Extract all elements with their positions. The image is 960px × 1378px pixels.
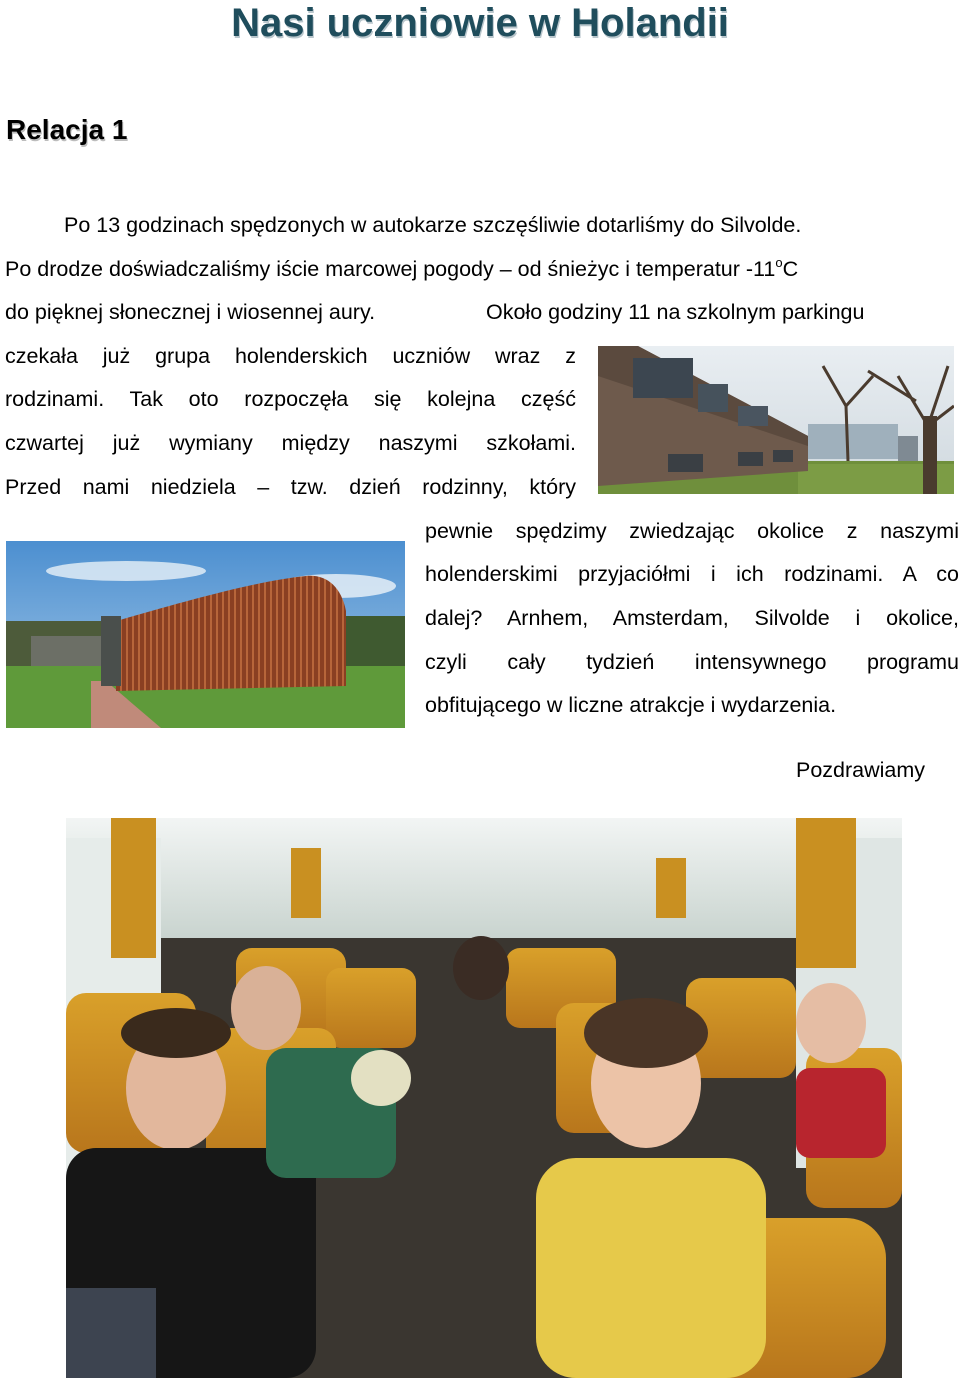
- degree-superscript: o: [775, 254, 783, 270]
- paragraph-line: czwartej już wymiany między naszymi szkołami.: [5, 431, 576, 455]
- page-title: Nasi uczniowie w Holandii: [231, 1, 729, 45]
- paragraph-line-text: Po drodze doświadczaliśmy iście marcowej pogody – od śnieżyc i temperatur -11: [5, 257, 776, 281]
- paragraph-line: dalej? Arnhem, Amsterdam, Silvolde i okolice,: [425, 606, 959, 630]
- modern-building-photo: [6, 541, 405, 728]
- paragraph-line: do pięknej słonecznej i wiosennej aury.: [5, 300, 376, 324]
- paragraph-line: czekała już grupa holenderskich uczniów wraz z: [5, 344, 576, 368]
- school-building-photo: [598, 346, 954, 494]
- paragraph-line: [5, 256, 798, 282]
- section-heading: Relacja 1: [6, 114, 128, 145]
- paragraph-line: rodzinami. Tak oto rozpoczęła się kolejna część: [5, 387, 576, 411]
- temperature-unit: C: [782, 257, 799, 281]
- paragraph-line: holenderskimi przyjaciółmi i ich rodzinami. A co: [425, 562, 959, 586]
- paragraph-line: Po 13 godzinach spędzonych w autokarze szczęśliwie dotarliśmy do Silvolde.: [64, 213, 802, 237]
- paragraph-line: obfitującego w liczne atrakcje i wydarzenia.: [425, 693, 837, 717]
- paragraph-line: pewnie spędzimy zwiedzając okolice z naszymi: [425, 519, 959, 543]
- closing-greeting: Pozdrawiamy: [796, 758, 926, 782]
- paragraph-line: Przed nami niedziela – tzw. dzień rodzinny, który: [5, 475, 576, 499]
- students-bus-photo: [66, 818, 902, 1378]
- paragraph-line: Około godziny 11 na szkolnym parkingu: [486, 300, 865, 324]
- paragraph-line: czyli cały tydzień intensywnego programu: [425, 650, 959, 674]
